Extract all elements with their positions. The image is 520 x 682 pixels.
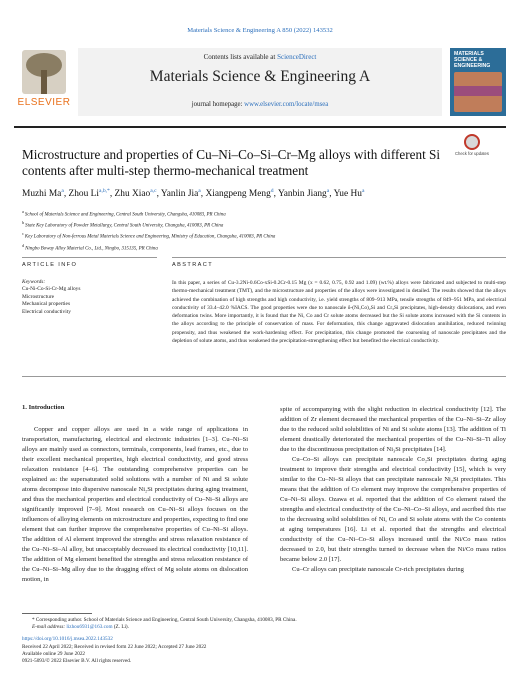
body-paragraph: Cu–Co–Si alloys can precipitate nanoscale Co₂Si precipitates during aging treatment to improve their strengths and electrical conductivity [15], which is very similar to the Cu–Ni–Si alloys that can precipitate nanoscale Ni₂Si precipitates. This means that the addition of Co element may improve the comprehensive properties of Cu–Ni–Si alloys. Ozawa et al. reported that the addition of Co element raised the strengths and electrical conductivity of the Cu–Ni–Co–Si alloys, and ascribed this rise to the decreasing solid solubilities of Ni, Co and Si solute atoms with the Co contents at aging temperatures [16]. Li et al. reported that the strengths and electrical conductivity of the Cu–Ni–Co–Si alloys increased until the Ni/Co mass ratios decreased to 2.0, but their strengths turned to decrease when the Ni/Co mass ratios became below 2.0 [17].: [280, 456, 506, 563]
affiliation-list: [22, 208, 492, 253]
affiliation-item: $^a$ School of Materials Science and Engineering, Central South University, Changsha, 410083, PR China: [22, 209, 226, 218]
sciencedirect-link[interactable]: ScienceDirect: [277, 53, 317, 61]
article-title: Microstructure and properties of Cu–Ni–Co–Si–Cr–Mg alloys with different Si contents after multi-step thermo-mechanical treatment: [22, 147, 441, 178]
author-name[interactable]: Yanbin Jiang: [277, 189, 327, 200]
author-name[interactable]: Zhou Li: [68, 189, 99, 200]
author-affiliation-marker[interactable]: a,b,*: [98, 188, 110, 194]
elsevier-logo: [14, 48, 74, 110]
available-online: Available online 29 June 2022: [22, 650, 86, 657]
section-heading-introduction: 1. Introduction: [22, 404, 65, 411]
header-divider: [14, 126, 506, 128]
author-list: Muzhi Ma$^a$, Zhou $Li^{a,b,*}$, Zhu Xiao$^{a,c}$, Yanlin Jia$^a$, Xiangpeng Meng$^d$, Yanbin Jiang$^a$, Yue Hu$^a$: [22, 188, 365, 200]
copyright-line: 0921-5093/© 2022 Elsevier B.V. All rights reserved.: [22, 658, 132, 665]
affiliation-item: $^b$ State Key Laboratory of Powder Metallurgy, Central South University, Changsha, 410083, PR China: [22, 220, 224, 229]
author-name[interactable]: Zhu Xiao: [114, 189, 151, 200]
journal-cover-image[interactable]: [450, 48, 506, 116]
check-updates-label: Check for updates: [455, 151, 489, 156]
author-affiliation-marker[interactable]: a: [198, 188, 201, 194]
author-name[interactable]: Yanlin Jia: [160, 189, 199, 200]
homepage-line: journal homepage: www.elsevier.com/locate/msea: [191, 101, 329, 108]
homepage-link[interactable]: www.elsevier.com/locate/msea: [244, 101, 329, 108]
author-name[interactable]: Xiangpeng Meng: [205, 189, 271, 200]
check-updates-icon: [464, 134, 480, 150]
contents-line: Contents lists available at ScienceDirect: [203, 53, 317, 61]
author-name[interactable]: Yue Hu: [333, 189, 362, 200]
author-name[interactable]: Muzhi Ma: [22, 189, 62, 200]
corresponding-author-note: * Corresponding author. School of Materials Science and Engineering, Central South University, Changsha, 410083, PR China.: [32, 617, 297, 623]
journal-reference-link[interactable]: Materials Science & Engineering A 850 (2022) 143532: [187, 27, 333, 34]
article-info-heading: ARTICLE INFO: [22, 262, 78, 268]
journal-header: [14, 48, 506, 120]
received-dates: Received 22 April 2022; Received in revised form 22 June 2022; Accepted 27 June 2022: [22, 643, 207, 650]
abstract-text: In this paper, a series of Cu-3.2Ni-0.6Co-xSi-0.2Cr-0.15 Mg (x = 0.62, 0.75, 0.92 and 1.09) (wt.%) alloys were fabricated and subjected to multi-step thermo-mechanical treatment (TMT), and the microstructure and properties of the alloys were investigated in detailed. The results showed that the alloys achieved the combination of high strengths and high conductivity, i.e. yield strengths of 809–913 MPa, tensile strengths of 849–951 MPa, and electrical conductivity of 33.4–42.0 %IACS. The good properties were due to nanoscale δ-(Ni,Co)₂Si and Cr₃Si precipitates, high-density dislocations, and even deformation twins. More importantly, it is found that the Ni, Co and Cr solute atoms decreased but the Si solute atoms increased with the Si contents in the alloys according to the principle of conservation of mass. For deformation, this change aggravated dislocation annihilation, reduced twinning propensity, and thus weakened the work-hardening effect. For precipitation, this change promoted the coarsening of nanoscale precipitates and the depletion of solute atoms, and thus weakened the precipitation-strengthening effect but benefited the electrical conductivity.: [172, 280, 506, 345]
affiliation-item: $^d$ Ningbo Boway Alloy Material Co., Ltd., Ningbo, 315135, PR China: [22, 242, 158, 252]
journal-banner: [78, 48, 442, 116]
keywords-list: [22, 286, 157, 316]
author-affiliation-marker[interactable]: a: [326, 188, 330, 194]
keyword-item: Cu-Ni-Co-Si-Cr-Mg alloys: [22, 286, 81, 293]
author-affiliation-marker[interactable]: d: [270, 188, 274, 194]
author-affiliation-marker[interactable]: a,c: [150, 188, 157, 194]
footnote-divider: [22, 613, 92, 614]
keyword-item: Microstructure: [22, 293, 55, 300]
body-paragraph: spite of accompanying with the slight reduction in electrical conductivity [12]. The addition of Zr element decreased the mechanical properties of the Cu–Ni–Si–Zr alloy due to the reduced solid solubilities of Ni and Si solute atoms [13]. The addition of Ti element drastically deteriorated the mechanical properties of the Cu–Ni–Si–Ti alloy due to the discontinuous precipitation of Ni₃Si precipitates [14].: [280, 406, 506, 453]
keyword-item: Mechanical properties: [22, 301, 71, 308]
author-affiliation-marker[interactable]: a: [61, 188, 64, 194]
check-for-updates-button[interactable]: [455, 134, 489, 168]
abstract-bottom-divider: [22, 376, 506, 377]
abstract-divider: [172, 257, 506, 258]
publisher-name: ELSEVIER: [17, 97, 71, 108]
abstract-heading: ABSTRACT: [172, 262, 214, 268]
keywords-block: [22, 279, 157, 316]
cover-title: MATERIALS SCIENCE & ENGINEERING: [454, 51, 491, 69]
affiliation-item: $^c$ Key Laboratory of Non-ferrous Metal Materials Science and Engineering, Ministry of Education, Changsha, 410083, PR China: [22, 231, 276, 241]
doi-line[interactable]: [22, 636, 506, 643]
body-paragraph: Cu–Cr alloys can precipitate nanoscale Cr-rich precipitates during: [292, 566, 464, 573]
keywords-label: Keywords:: [22, 279, 46, 285]
cover-art: [454, 72, 502, 112]
email-line: E-mail address: lizhou6931@163.com (Z. Li).: [32, 624, 129, 631]
elsevier-tree-icon: [22, 50, 66, 94]
body-paragraph: Copper and copper alloys are used in a wide range of applications in transportation, manufacturing, electrical and electronic industries [1–3]. Cu–Ni–Si alloys are mainly used as connectors, terminals, components, lead frames, etc., due to their excellent mechanical properties, high electrical conductivity, and good stress relaxation resistance [4–6]. The outstanding comprehensive properties can be explained as: the supersaturated solid solutions with a number of Ni and Si solute atoms decompose into dispersive nanoscale Ni₂Si precipitates during aging treatment, and thus the mechanical properties and electrical conductivity of Cu–Ni–Si alloys are significantly improved [7–9]. Most research on Cu–Ni–Si alloys focuses on the influences of alloying elements on microstructure and properties, expecting to find one element that can further improve the comprehensive properties of Cu–Ni–Si alloys. The addition of Al element improved the strengths and stress relaxation resistance of the Cu–Ni–Si–Al alloy, but unacceptably decreased its electrical conductivity [10,11]. The addition of Mg element benefited the strengths and stress relaxation resistance of the Cu–Ni–Si–Mg alloy due to the dragging effect of Mg solute atoms on dislocation motion, in: [22, 426, 248, 583]
footnotes: [22, 617, 506, 665]
email-link[interactable]: lizhou6931@163.com: [66, 624, 113, 631]
author-affiliation-marker[interactable]: a: [361, 188, 365, 194]
journal-reference[interactable]: [0, 27, 520, 34]
doi-link[interactable]: https://doi.org/10.1016/j.msea.2022.143532: [22, 636, 113, 643]
article-info-divider: [22, 257, 157, 258]
journal-title: Materials Science & Engineering A: [149, 68, 371, 85]
keyword-item: Electrical conductivity: [22, 308, 71, 315]
